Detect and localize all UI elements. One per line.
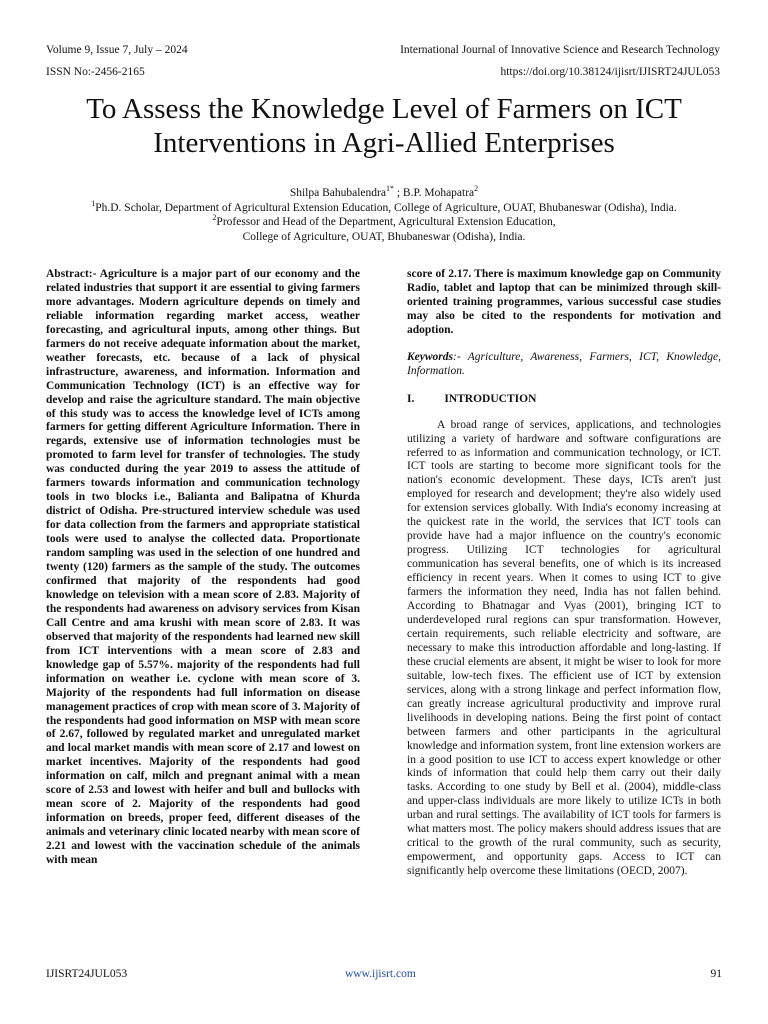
left-column <box>46 268 360 868</box>
author-2: B.P. Mohapatra <box>402 187 475 199</box>
author-separator: ; <box>393 187 403 199</box>
section-heading <box>407 393 721 407</box>
keywords-label: Keywords <box>407 350 453 363</box>
keywords <box>407 351 721 379</box>
author-1: Shilpa Bahubalendra <box>289 187 386 199</box>
affiliation-1-text: Ph.D. Scholar, Department of Agricultural Extension Education, College of Agriculture, OUAT, Bhubaneswar (Odisha), India. <box>95 201 677 214</box>
right-column <box>407 268 721 879</box>
author-block <box>40 186 728 244</box>
title-line-1: To Assess the Knowledge Level of Farmers on ICT <box>86 93 682 125</box>
section-number: I. <box>407 392 415 405</box>
author-1-sup: 1* <box>385 184 394 194</box>
footer-paper-id: IJISRT24JUL053 <box>46 968 128 980</box>
header-doi[interactable]: https://doi.org/10.38124/ijisrt/IJISRT24JUL053 <box>500 66 720 78</box>
affiliation-2-line-2: College of Agriculture, OUAT, Bhubaneswar (Odisha), India. <box>242 230 526 243</box>
header-journal: International Journal of Innovative Science and Research Technology <box>400 44 720 56</box>
header-issn: ISSN No:-2456-2165 <box>46 66 145 78</box>
author-2-sup: 2 <box>474 184 479 194</box>
abstract-text: Abstract:- Agriculture is a major part of our economy and the related industries that support it are essential to giving farmers more advantages. Modern agriculture depends on timely and reliable information regarding market access, weather forecasting, and agricultural inputs, among other things. But farmers do not receive adequate information about the market, weather forecasts, etc. because of a lack of physical infrastructure, awareness, and information. Information and Communication Technology (ICT) is an effective way for develop and raise the agriculture standard. The main objective of this study was to access the knowledge level of ICTs among farmers for getting different Agriculture Information. There in regards, extensive use of information technologies must be promoted to farm level for transfer of technologies. The study was conducted during the year 2019 to assess the attitude of farmers towards information and communication technology tools in two blocks i.e., Balianta and Balipatna of Khurda district of Odisha. Pre-structured interview schedule was used for data collection from the farmers and appropriate statistical tools were used to analyse the collected data. Proportionate random sampling was used in the selection of one hundred and twenty (120) farmers as the sample of the study. The outcomes confirmed that majority of the respondents had good knowledge on television with a mean score of 2.83. Majority of the respondents had awareness on advisory services from Kisan Call Centre and ama krushi with mean score of 2.83. It was observed that majority of the respondents had learned new skill from ICT interventions with a mean score of 2.83 and knowledge gap of 5.57%. majority of the respondents had full information on weather i.e. cyclone with mean score of 3. Majority of the respondents had full information on disease management practices of crop with mean score of 3. Majority of the respondents had good information on MSP with mean score of 2.67, followed by regulated market and unregulated market and local market mandis with mean score of 2.17 and lowest on market incentives. Majority of the respondents had good information on calf, milch and pregnant animal with a mean score of 2.53 and lowest with heifer and bull and bullocks with mean score of 2. Majority of the respondents had good information on breeds, proper feed, different diseases of the animals and veterinary clinic located nearby with mean score of 2.21 and lowest with the vaccination schedule of the animals with mean <box>46 268 360 867</box>
affiliation-1-sup: 1 <box>91 198 96 208</box>
affiliation-1 <box>40 198 728 216</box>
header-volume: Volume 9, Issue 7, July – 2024 <box>46 44 188 56</box>
introduction-text: A broad range of services, applications, and technologies utilizing a variety of hardware and software configurations are referred to as information and communication technology, or ICT. ICT tools are starting to become more significant tools for the nation's economic development. These days, ICTs aren't just employed for research and development; they're also widely used for extension services globally. With India's economy increasing at the quickest rate in the world, the services that ICT tools can provide have had a major influence on the country's economic progress. Utilizing ICT technologies for agricultural communication has several benefits, one of which is its increased efficiency in recent years. When it comes to using ICT to give farmers the information they need, India has not fallen behind. According to Bhatnagar and Vyas (2001), bringing ICT to underdeveloped rural regions can spur transformation. However, certain requirements, such reliable electricity and software, are necessary to make this introduction affordable and long-lasting. If these crucial elements are absent, it might be wiser to look for more suitable, low-tech fixes. The efficient use of ICT by extension services, along with a strong linkage and perfect information flow, can greatly increase agricultural productivity and improve rural livelihoods in developing nations. Being the first point of contact between farmers and other participants in the agricultural knowledge and information system, front line extension workers are in a good position to use ICT to access expert knowledge or other kinds of information that could help them carry out their daily tasks. According to one study by Bell et al. (2004), middle-class and upper-class individuals are more likely to utilize ICTs in both urban and rural settings. The availability of ICT tools for farmers is what matters most. The policy makers should address issues that are critical to the growth of the rural community, such as security, empowerment, and opportunity gaps. Access to ICT can significantly help overcome these limitations (OECD, 2007). <box>407 418 721 878</box>
abstract-continued: score of 2.17. There is maximum knowledge gap on Community Radio, tablet and laptop that can be minimized through skill-oriented training programmes, various successful case studies may also be cited to the respondents for motivation and adoption. <box>407 268 721 336</box>
paper-title <box>40 92 728 160</box>
footer-website-link[interactable]: www.ijisrt.com <box>345 968 416 980</box>
affiliation-2-sup: 2 <box>212 213 217 223</box>
affiliation-2 <box>40 215 728 230</box>
title-line-2: Interventions in Agri-Allied Enterprises <box>153 127 615 159</box>
section-title: INTRODUCTION <box>444 392 537 405</box>
affiliation-2-line-1: Professor and Head of the Department, Agricultural Extension Education, <box>216 216 556 228</box>
keywords-text: :- Agriculture, Awareness, Farmers, ICT, Knowledge, Information. <box>407 350 721 377</box>
page-number: 91 <box>710 968 722 980</box>
author-line <box>40 186 728 201</box>
